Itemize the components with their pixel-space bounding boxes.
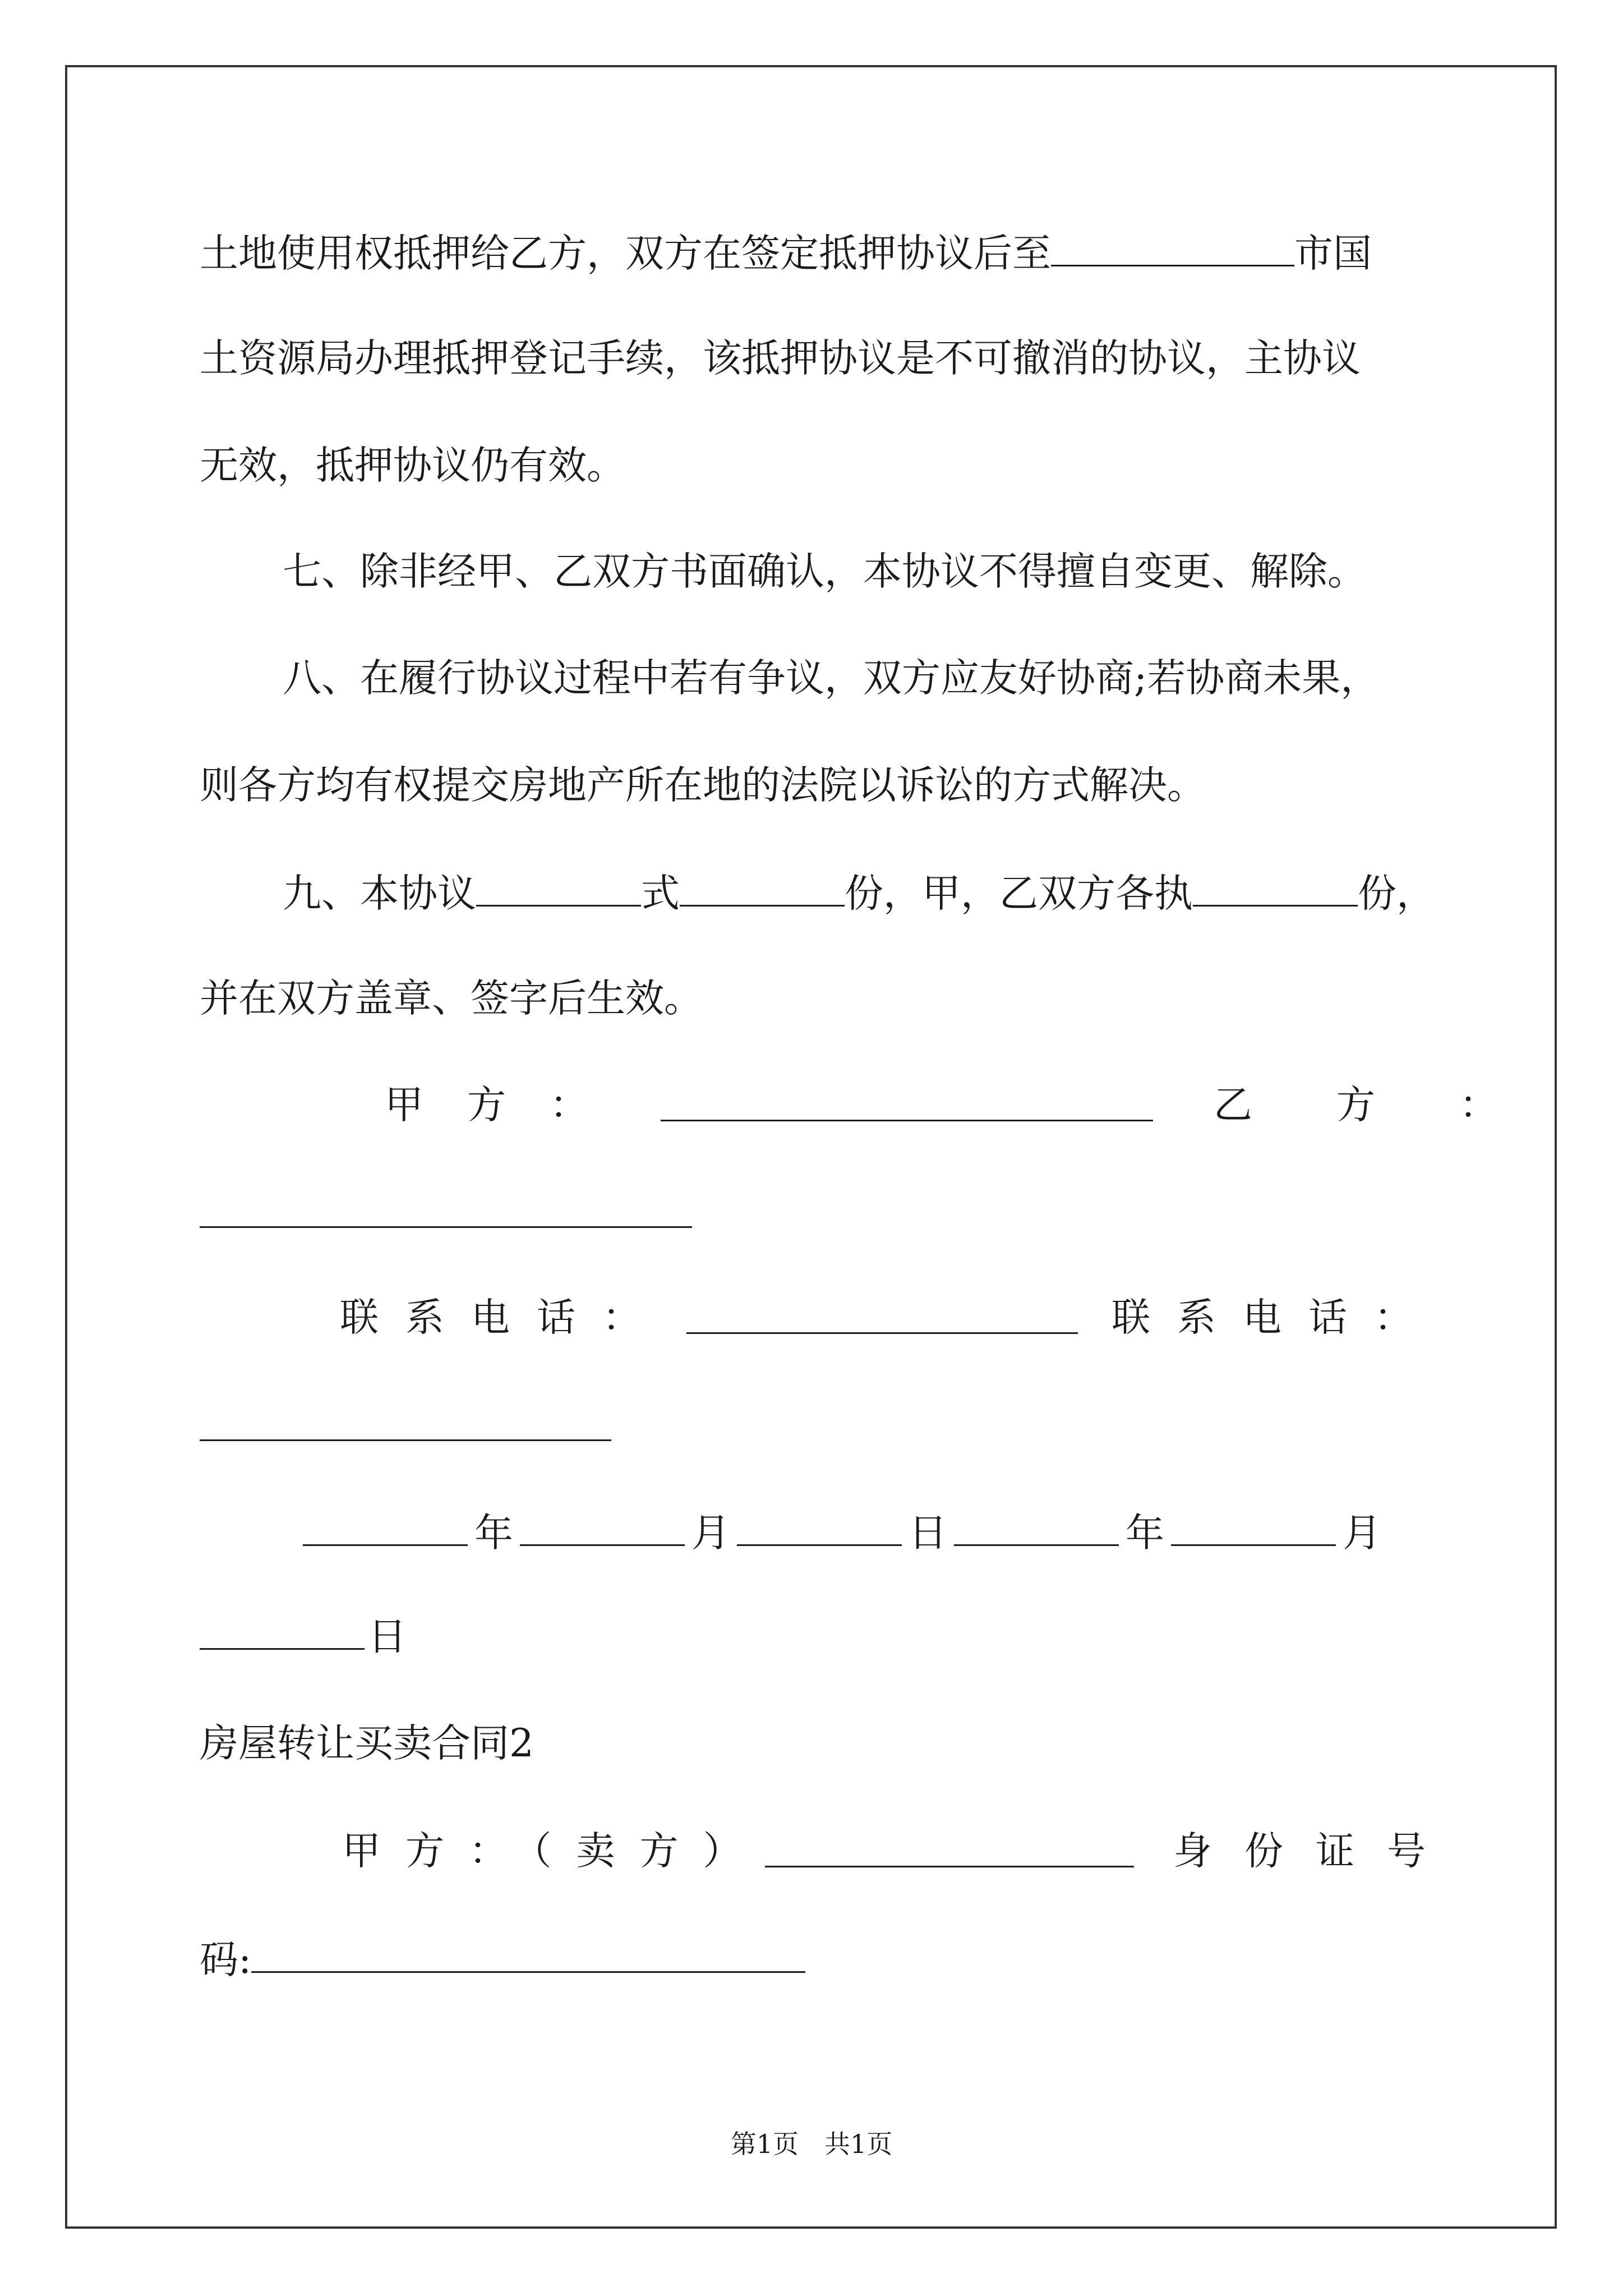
party-a-label: 甲 方 ： [385,1083,588,1128]
phone-b-blank[interactable] [200,1439,611,1441]
id-number-label: 身 份 证 号 [1173,1829,1426,1874]
contract2-title: 房屋转让买卖合同2 [200,1721,534,1766]
seller-blank[interactable] [765,1866,1134,1867]
clause6-line3: 无效，抵押协议仍有效。 [200,443,625,488]
clause8-line1: 八、在履行协议过程中若有争议，双方应友好协商;若协商未果， [283,656,1380,701]
blank-field[interactable] [303,1512,468,1546]
phone-a-label: 联 系 电 话 ： [340,1295,641,1340]
clause6-line2: 土资源局办理抵押登记手续，该抵押协议是不可撤消的协议，主协议 [200,336,1361,381]
clause8-line2: 则各方均有权提交房地产所在地的法院以诉讼的方式解决。 [200,763,1206,808]
clause7: 七、除非经甲、乙双方书面确认，本协议不得擅自变更、解除。 [283,549,1366,594]
date-line2: 日 [200,1616,407,1657]
clause6-line1: 土地使用权抵押给乙方，双方在签定抵押协议后至 市国 [200,231,1372,276]
blank-field[interactable] [1051,232,1294,266]
blank-field[interactable] [1193,872,1358,907]
id-number-blank[interactable] [251,1939,805,1973]
phone-a-blank[interactable] [686,1332,1078,1334]
blank-field[interactable] [200,1616,365,1650]
clause9-line1: 九、本协议 式 份，甲，乙双方各执 份， [283,871,1435,916]
blank-field[interactable] [476,872,641,907]
blank-field[interactable] [680,872,845,907]
party-b-blank[interactable] [200,1226,692,1228]
party-b-label: 乙 方 ： [1214,1083,1498,1128]
party-a-blank[interactable] [661,1120,1153,1121]
page-border [65,65,1557,2229]
date-line1: 年 月 日 年 月 [303,1512,1381,1553]
blank-field[interactable] [737,1512,902,1546]
blank-field[interactable] [520,1512,685,1546]
blank-field[interactable] [954,1512,1119,1546]
phone-b-label: 联 系 电 话 ： [1112,1295,1413,1340]
seller-label: 甲 方 ： （ 卖 方 ） [342,1829,742,1874]
blank-field[interactable] [1171,1512,1336,1546]
page-footer: 第1页 共1页 [730,2129,893,2159]
id-number-label-cont: 码: [200,1939,805,1980]
clause9-line2: 并在双方盖章、签字后生效。 [200,976,703,1021]
